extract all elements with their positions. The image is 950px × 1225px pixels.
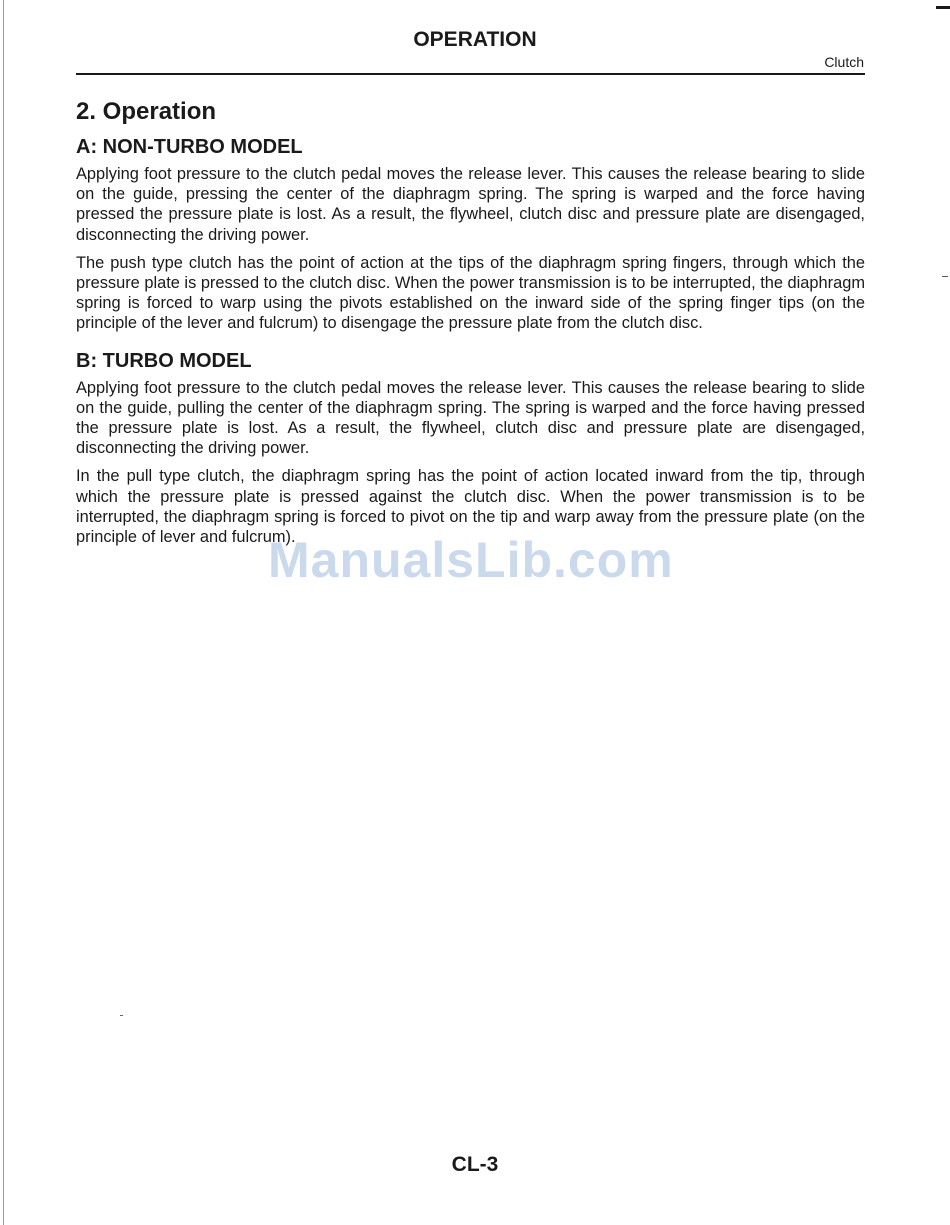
page-number: CL-3 (451, 1153, 499, 1176)
page-header-title: OPERATION (413, 28, 537, 51)
main-content (76, 96, 865, 555)
watermark: ManualsLib.com (268, 532, 674, 588)
page-edge-line (3, 0, 4, 1225)
scan-speck (120, 1015, 123, 1016)
subsection-title-non-turbo: A: NON-TURBO MODEL (76, 136, 303, 158)
paragraph: Applying foot pressure to the clutch pedal moves the release lever. This causes the release bearing to slide on the guide, pressing the center of the diaphragm spring. The spring is warped and the force having pressed the pressure plate is lost. As a result, the flywheel, clutch disc and pressure plate are disengaged, disconnecting the driving power. (76, 165, 865, 244)
header-divider (76, 73, 865, 75)
subsection-title-turbo: B: TURBO MODEL (76, 349, 252, 372)
corner-mark (936, 6, 950, 9)
paragraph: Applying foot pressure to the clutch pedal moves the release lever. This causes the release bearing to slide on the guide, pulling the center of the diaphragm spring. The spring is warped and the force having pressed the pressure plate is lost. As a result, the flywheel, clutch disc and pressure plate are disengaged, disconnecting the driving power. (76, 378, 865, 458)
page-header-section: Clutch (824, 54, 864, 70)
paragraph: The push type clutch has the point of action at the tips of the diaphragm spring fingers, through which the pressure plate is pressed to the clutch disc. When the power transmission is to be interrupted, the diaphragm spring is forced to warp using the pivots established on the inward side of the spring finger tips (on the principle of the lever and fulcrum) to disengage the pressure plate from the clutch disc. (76, 253, 865, 333)
section-heading: 2. Operation (76, 98, 217, 125)
side-tick-mark (942, 276, 948, 277)
paragraph: In the pull type clutch, the diaphragm spring has the point of action located inward from the tip, through which the pressure plate is pressed against the clutch disc. When the power transmission is to be interrupted, the diaphragm spring is forced to pivot on the tip and warp away from the pressure plate (on the principle of lever and fulcrum). (76, 467, 865, 547)
